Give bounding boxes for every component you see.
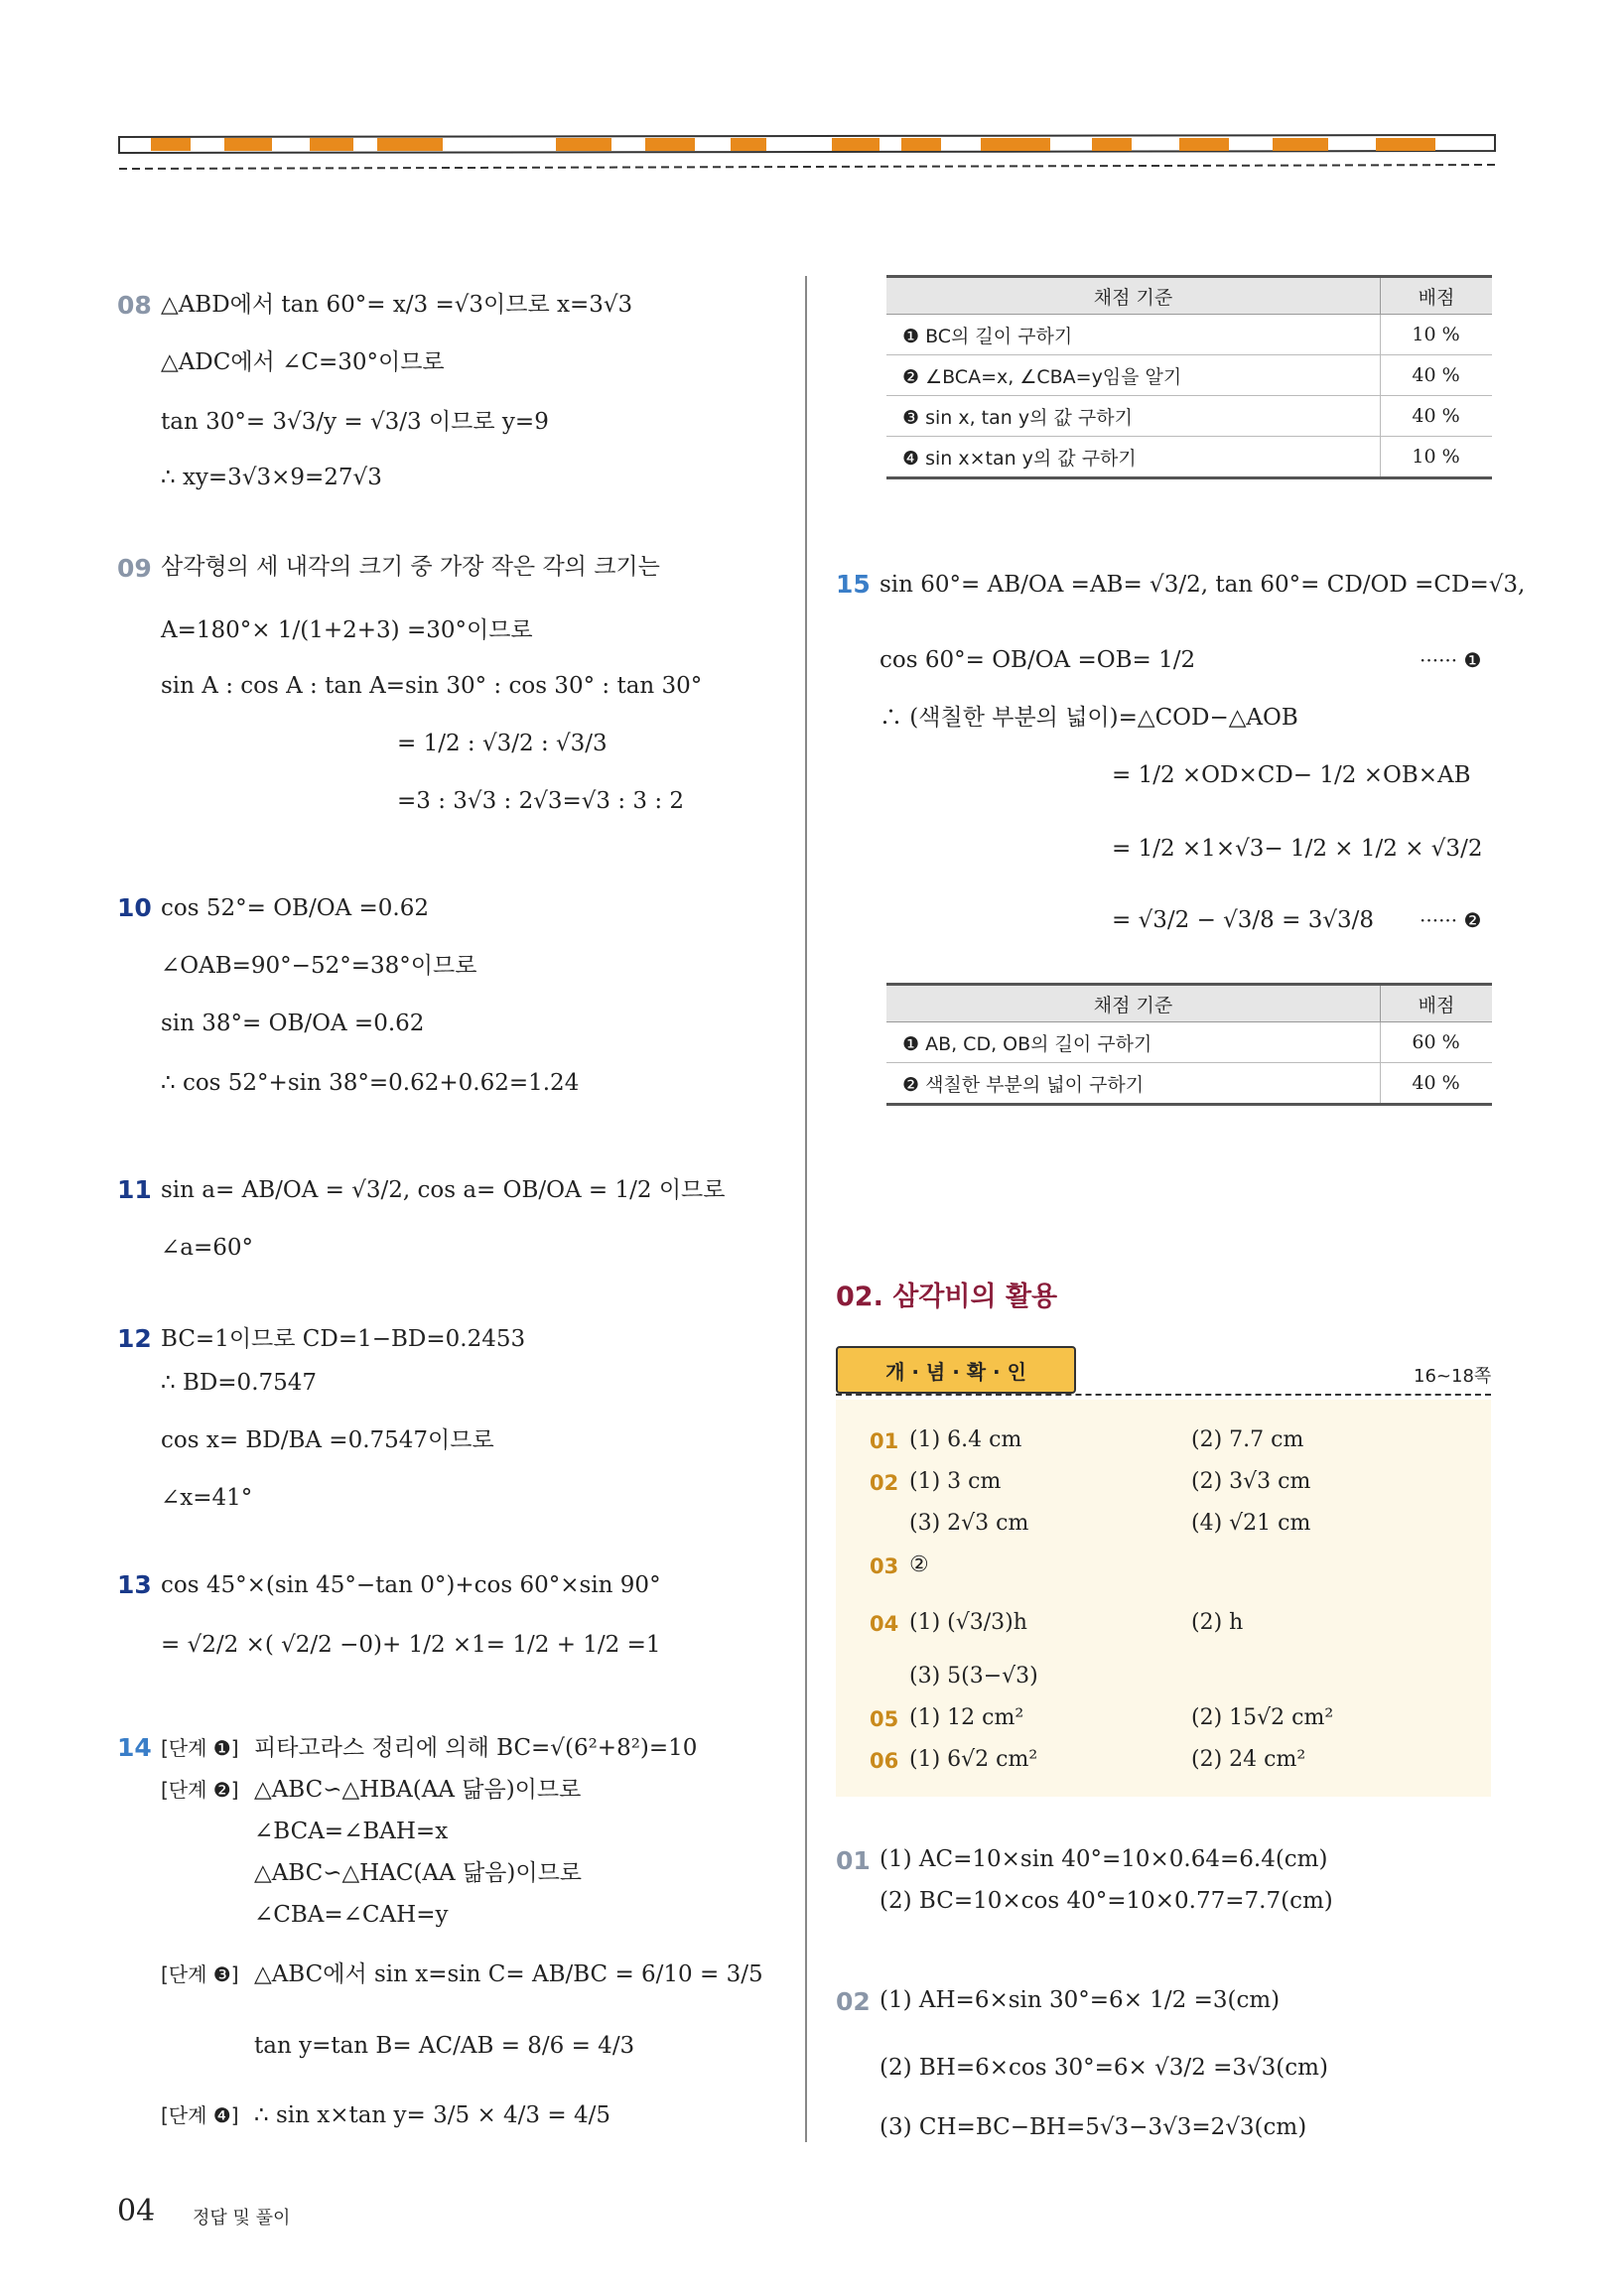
p15-line2: cos 60°= OB/OA =OB= 1/2 (880, 647, 1196, 673)
p13-line2: = √2/2 ×( √2/2 −0)+ 1/2 ×1= 1/2 + 1/2 =1 (161, 1632, 661, 1658)
p14-step1: [단계 ❶] (161, 1736, 239, 1760)
answer-02-b: (2) 3√3 cm (1191, 1469, 1311, 1494)
table-row: ❷ 색칠한 부분의 넓이 구하기 40 % (886, 1063, 1492, 1105)
page-range: 16~18쪽 (1414, 1366, 1492, 1387)
p14-line1: 피타고라스 정리에 의해 BC=√(6²+8²)=10 (254, 1735, 698, 1761)
problem-10-number: 10 (117, 893, 152, 922)
answer-03-number: 03 (870, 1554, 899, 1578)
p13-line1: cos 45°×(sin 45°−tan 0°)+cos 60°×sin 90° (161, 1572, 661, 1598)
table2-header-criteria: 채점 기준 (886, 985, 1381, 1022)
answer-04-b: (2) h (1191, 1610, 1244, 1635)
scoring-table-14 (886, 275, 1492, 479)
p10-line3: sin 38°= OB/OA =0.62 (161, 1011, 425, 1036)
answer-06-a: (1) 6√2 cm² (909, 1747, 1038, 1772)
table-row: ❷ ∠BCA=x, ∠CBA=y임을 알기 40 % (886, 355, 1492, 396)
table-row: ❹ sin x×tan y의 값 구하기 10 % (886, 437, 1492, 478)
answer-04-c: (3) 5(3−√3) (909, 1664, 1038, 1688)
scoring-table-15 (886, 983, 1492, 1106)
p15-marker1: ······ ❶ (1420, 648, 1482, 672)
p14-line3: ∠BCA=∠BAH=x (254, 1819, 449, 1844)
answer-02-a: (1) 3 cm (909, 1469, 1002, 1494)
table-row: ❸ sin x, tan y의 값 구하기 40 % (886, 396, 1492, 437)
concept-check-tag-label: 개 · 념 · 확 · 인 (885, 1360, 1026, 1384)
solution-01-number: 01 (836, 1846, 871, 1875)
answer-01-number: 01 (870, 1429, 899, 1453)
answer-04-a: (1) (√3/3)h (909, 1610, 1027, 1635)
p15-line4: = 1/2 ×OD×CD− 1/2 ×OB×AB (1112, 762, 1471, 788)
p15-marker2: ······ ❷ (1420, 908, 1482, 932)
s02-line2: (2) BH=6×cos 30°=6× √3/2 =3√3(cm) (880, 2055, 1328, 2081)
problem-09-number: 09 (117, 554, 152, 583)
problem-14-number: 14 (117, 1733, 152, 1762)
p08-line2: △ADC에서 ∠C=30°이므로 (161, 349, 445, 375)
p15-line6: = √3/2 − √3/8 = 3√3/8 (1112, 907, 1375, 933)
s01-line1: (1) AC=10×sin 40°=10×0.64=6.4(cm) (880, 1846, 1328, 1872)
p12-line2: ∴ BD=0.7547 (161, 1370, 318, 1396)
dashed-divider (836, 1394, 1491, 1396)
p10-line1: cos 52°= OB/OA =0.62 (161, 895, 429, 921)
p08-line1: △ABD에서 tan 60°= x/3 =√3이므로 x=3√3 (161, 292, 633, 318)
p15-line5: = 1/2 ×1×√3− 1/2 × 1/2 × √3/2 (1112, 836, 1483, 862)
answer-06-number: 06 (870, 1749, 899, 1773)
answer-06-b: (2) 24 cm² (1191, 1747, 1306, 1772)
p12-line1: BC=1이므로 CD=1−BD=0.2453 (161, 1326, 526, 1352)
problem-12-number: 12 (117, 1324, 152, 1353)
table1-header-points: 배점 (1381, 277, 1493, 315)
p14-line6: △ABC에서 sin x=sin C= AB/BC = 6/10 = 3/5 (254, 1961, 763, 1987)
p08-line4: ∴ xy=3√3×9=27√3 (161, 465, 382, 490)
p09-line2: A=180°× 1/(1+2+3) =30°이므로 (161, 617, 533, 643)
p10-line2: ∠OAB=90°−52°=38°이므로 (161, 953, 477, 979)
answer-02-c: (3) 2√3 cm (909, 1511, 1029, 1536)
p14-line2: △ABC∽△HBA(AA 닮음)이므로 (254, 1777, 582, 1803)
answer-05-number: 05 (870, 1707, 899, 1731)
p12-line3: cos x= BD/BA =0.7547이므로 (161, 1427, 494, 1453)
p09-line4: = 1/2 : √3/2 : √3/3 (397, 731, 608, 756)
answer-01-a: (1) 6.4 cm (909, 1427, 1022, 1452)
concept-check-box (836, 1400, 1491, 1797)
p09-line1: 삼각형의 세 내각의 크기 중 가장 작은 각의 크기는 (161, 554, 660, 580)
solution-02-number: 02 (836, 1987, 871, 2016)
p14-line5: ∠CBA=∠CAH=y (254, 1902, 449, 1928)
p14-step2: [단계 ❷] (161, 1778, 239, 1802)
p15-line1: sin 60°= AB/OA =AB= √3/2, tan 60°= CD/OD =CD=√3, (880, 572, 1526, 598)
concept-check-tag (836, 1346, 1076, 1394)
s01-line2: (2) BC=10×cos 40°=10×0.77=7.7(cm) (880, 1888, 1333, 1914)
problem-08-number: 08 (117, 291, 152, 320)
page-label: 정답 및 풀이 (193, 2208, 291, 2228)
p10-line4: ∴ cos 52°+sin 38°=0.62+0.62=1.24 (161, 1070, 580, 1096)
answer-03-a: ② (909, 1553, 929, 1577)
problem-11-number: 11 (117, 1175, 152, 1204)
table-row: ❶ AB, CD, OB의 길이 구하기 60 % (886, 1022, 1492, 1063)
s02-line1: (1) AH=6×sin 30°=6× 1/2 =3(cm) (880, 1987, 1281, 2013)
answer-02-number: 02 (870, 1471, 899, 1495)
answer-04-number: 04 (870, 1612, 899, 1636)
p08-line3: tan 30°= 3√3/y = √3/3 이므로 y=9 (161, 409, 549, 435)
answer-01-b: (2) 7.7 cm (1191, 1427, 1304, 1452)
header-decoration (117, 127, 1497, 177)
p09-line5: =3 : 3√3 : 2√3=√3 : 3 : 2 (397, 788, 685, 814)
column-divider (805, 276, 807, 2142)
answer-05-a: (1) 12 cm² (909, 1705, 1024, 1730)
problem-13-number: 13 (117, 1570, 152, 1599)
p15-line3: ∴ (색칠한 부분의 넓이)=△COD−△AOB (880, 705, 1298, 731)
answer-05-b: (2) 15√2 cm² (1191, 1705, 1334, 1730)
p14-line8: ∴ sin x×tan y= 3/5 × 4/3 = 4/5 (254, 2102, 610, 2128)
p14-step3: [단계 ❸] (161, 1962, 239, 1986)
p14-line4: △ABC∽△HAC(AA 닮음)이므로 (254, 1860, 583, 1886)
table1-header-criteria: 채점 기준 (886, 277, 1381, 315)
p14-line7: tan y=tan B= AC/AB = 8/6 = 4/3 (254, 2033, 635, 2059)
p12-line4: ∠x=41° (161, 1485, 253, 1511)
p11-line1: sin a= AB/OA = √3/2, cos a= OB/OA = 1/2 이므로 (161, 1177, 726, 1203)
page-number: 04 (117, 2194, 156, 2228)
table-row: ❶ BC의 길이 구하기 10 % (886, 315, 1492, 355)
p14-step4: [단계 ❹] (161, 2103, 239, 2127)
table2-header-points: 배점 (1381, 985, 1493, 1022)
answer-02-d: (4) √21 cm (1191, 1511, 1311, 1536)
p09-line3: sin A : cos A : tan A=sin 30° : cos 30° : tan 30° (161, 673, 703, 699)
section-title: 02. 삼각비의 활용 (836, 1282, 1058, 1312)
s02-line3: (3) CH=BC−BH=5√3−3√3=2√3(cm) (880, 2114, 1307, 2140)
problem-15-number: 15 (836, 570, 871, 599)
p11-line2: ∠a=60° (161, 1235, 254, 1261)
